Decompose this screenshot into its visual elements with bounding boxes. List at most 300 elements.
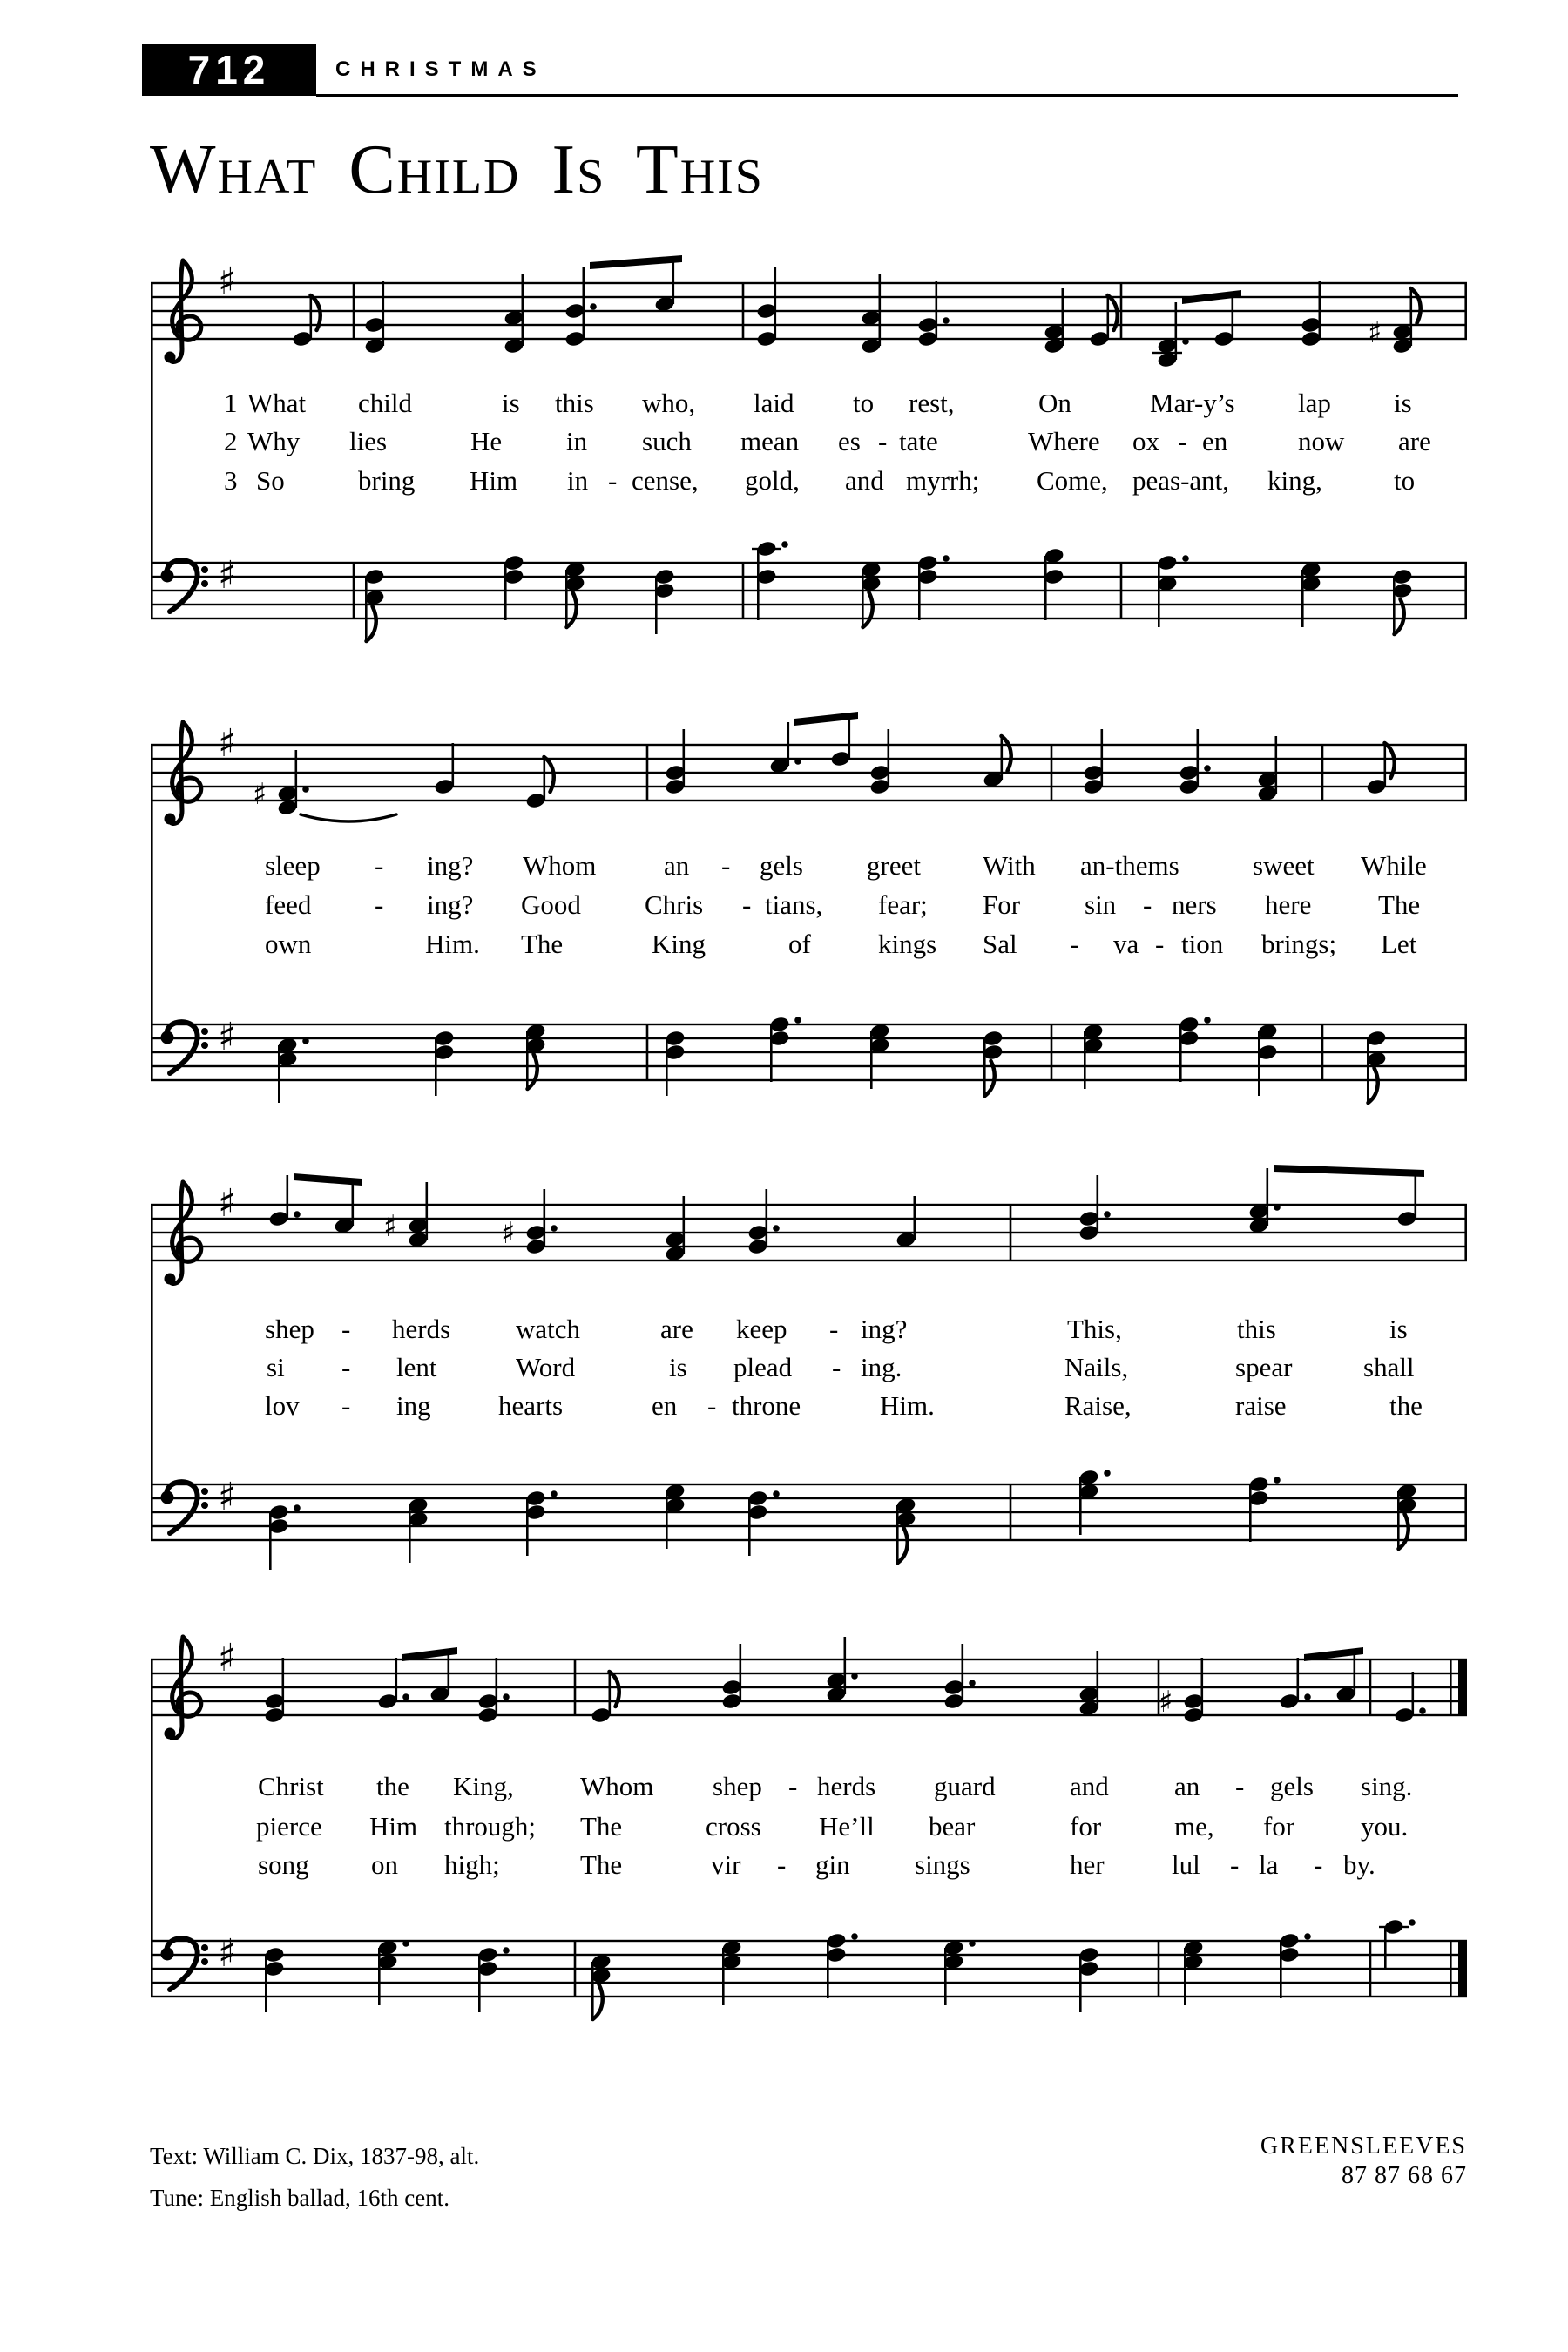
lyric-syllable: - [1230, 1849, 1240, 1880]
notehead [665, 764, 686, 781]
staff-line [151, 1260, 1467, 1261]
lyric-syllable: by. [1343, 1849, 1375, 1880]
eighth-flag [593, 1984, 603, 2019]
augmentation-dot [943, 317, 950, 324]
lyric-syllable: sin [1085, 889, 1117, 920]
notehead [1078, 1224, 1099, 1241]
staff-line [151, 1673, 1467, 1674]
lyric-syllable: who, [642, 388, 696, 418]
augmentation-dot [1104, 1211, 1111, 1218]
lyric-syllable: brings; [1261, 929, 1337, 959]
lyric-syllable: - [721, 850, 731, 881]
key-signature-sharp: ♯ [218, 1931, 237, 1976]
notehead [1366, 778, 1387, 795]
augmentation-dot [1204, 1017, 1211, 1024]
lyric-syllable: en [1202, 426, 1228, 456]
lyric-syllable: Mar-y’s [1150, 388, 1235, 418]
augmentation-dot [943, 555, 950, 562]
lyric-syllable: la [1259, 1849, 1279, 1880]
system-barline [151, 1205, 153, 1540]
lyric-syllable: - [1070, 929, 1079, 959]
lyric-syllable: song [258, 1849, 309, 1880]
verse-number: 2 [224, 426, 238, 456]
staff-line [151, 1968, 1467, 1970]
staff-line [151, 604, 1467, 605]
lyric-syllable: - [742, 889, 752, 920]
barline [1120, 283, 1123, 339]
lyric-syllable: kings [878, 929, 937, 959]
lyric-syllable: gels [1270, 1771, 1314, 1801]
augmentation-dot [1409, 1919, 1416, 1926]
lyric-syllable: Why [247, 426, 301, 456]
lyric-syllable: fear; [878, 889, 928, 920]
staff-line [151, 618, 1467, 619]
lyric-syllable: - [832, 1352, 841, 1382]
eighth-flag [1399, 1514, 1409, 1549]
lyric-syllable: in [566, 426, 588, 456]
lyric-syllable: Him [470, 465, 518, 496]
end-barline [1464, 1024, 1467, 1080]
lyric-syllable: Whom [523, 850, 597, 881]
barline [646, 745, 649, 801]
notehead [869, 778, 890, 795]
lyric-syllable: high; [444, 1849, 500, 1880]
lyric-syllable: her [1070, 1849, 1105, 1880]
lyric-syllable: child [358, 388, 412, 418]
lyric-syllable: this [555, 388, 594, 418]
lyric-syllable: Nails, [1064, 1352, 1129, 1382]
lyric-syllable: What [247, 388, 307, 418]
staff-line [151, 744, 1467, 746]
staff-line [151, 758, 1467, 760]
lyric-syllable: bear [929, 1811, 976, 1842]
lyric-syllable: tians, [765, 889, 823, 920]
lyric-syllable: tion [1181, 929, 1224, 959]
end-barline [1464, 563, 1467, 618]
augmentation-dot [1419, 1707, 1426, 1714]
barline [1369, 1659, 1372, 1715]
notehead [1083, 764, 1104, 781]
notehead [1179, 778, 1200, 795]
lyric-syllable: - [341, 1390, 351, 1421]
lyric-syllable: herds [392, 1314, 451, 1344]
lyric-syllable: herds [817, 1771, 876, 1801]
staff-line [151, 1037, 1467, 1039]
lyric-syllable: cross [706, 1811, 761, 1842]
lyric-syllable: - [608, 465, 618, 496]
lyric-syllable: plead [733, 1352, 793, 1382]
augmentation-dot [1204, 765, 1211, 772]
key-signature-sharp: ♯ [218, 1475, 237, 1519]
notehead [1279, 1693, 1300, 1710]
lyric-syllable: He [470, 426, 503, 456]
lyric-syllable: The [521, 929, 564, 959]
lyric-syllable: Good [521, 889, 581, 920]
key-signature-sharp: ♯ [218, 721, 237, 766]
lyric-syllable: This, [1067, 1314, 1122, 1344]
barline [1120, 563, 1123, 618]
notehead [1394, 1707, 1415, 1724]
lyric-syllable: shep [713, 1771, 762, 1801]
lyric-syllable: tate [899, 426, 938, 456]
barline [1010, 1484, 1012, 1540]
sharp-accidental: ♯ [383, 1209, 398, 1244]
notehead [477, 1693, 498, 1710]
lyric-syllable: - [788, 1771, 798, 1801]
end-barline [1464, 1205, 1467, 1260]
augmentation-dot [851, 1673, 858, 1680]
augmentation-dot [794, 758, 801, 765]
lyric-syllable: ing [396, 1390, 431, 1421]
augmentation-dot [1182, 338, 1189, 345]
lyric-syllable: So [256, 465, 285, 496]
lyric-syllable: vir [711, 1849, 741, 1880]
notehead [756, 302, 777, 320]
notehead [917, 316, 938, 334]
lyric-syllable: are [1398, 426, 1431, 456]
lyric-syllable: is [502, 388, 520, 418]
notehead [943, 1693, 964, 1710]
hymn-title: What Child Is This [150, 132, 764, 208]
lyric-syllable: is [1394, 388, 1412, 418]
lyric-syllable: lov [265, 1390, 300, 1421]
lyric-syllable: me, [1174, 1811, 1214, 1842]
notehead [1083, 778, 1104, 795]
lyric-syllable: - [1235, 1771, 1245, 1801]
lyric-syllable: this [1237, 1314, 1276, 1344]
key-signature-sharp: ♯ [218, 1636, 237, 1680]
eighth-flag [1002, 736, 1011, 771]
lyric-syllable: Whom [580, 1771, 654, 1801]
lyric-syllable: - [1155, 929, 1165, 959]
barline [353, 283, 355, 339]
lyric-syllable: own [265, 929, 312, 959]
barline [742, 283, 745, 339]
augmentation-dot [794, 1017, 801, 1024]
notehead [1396, 1210, 1417, 1227]
lyric-syllable: With [983, 850, 1036, 881]
meter: 87 87 68 67 [1342, 2162, 1467, 2189]
notehead [525, 1238, 546, 1255]
lyric-syllable: here [1265, 889, 1312, 920]
lyric-syllable: and [845, 465, 884, 496]
augmentation-dot [1104, 1470, 1111, 1477]
lyric-syllable: on [371, 1849, 398, 1880]
lyric-syllable: - [1143, 889, 1152, 920]
lyric-syllable: the [1389, 1390, 1423, 1421]
lyric-syllable: The [580, 1811, 623, 1842]
lyric-syllable: gin [815, 1849, 850, 1880]
lyric-syllable: es [838, 426, 861, 456]
lyric-syllable: Where [1028, 426, 1100, 456]
lyric-syllable: myrrh; [906, 465, 980, 496]
lyric-syllable: The [580, 1849, 623, 1880]
lyric-syllable: gold, [745, 465, 800, 496]
augmentation-dot [402, 1940, 409, 1947]
staff-line [151, 1511, 1467, 1513]
final-barline-thick [1458, 1941, 1467, 1997]
eighth-flag [863, 592, 873, 627]
staff-line [151, 1204, 1467, 1206]
augmentation-dot [773, 1490, 780, 1497]
lyric-syllable: bring [358, 465, 416, 496]
notehead [477, 1707, 498, 1724]
tie [301, 814, 396, 821]
barline [1369, 1941, 1372, 1997]
lyric-syllable: watch [516, 1314, 581, 1344]
lyric-syllable: Word [516, 1352, 576, 1382]
augmentation-dot [551, 1490, 558, 1497]
augmentation-dot [851, 1933, 858, 1940]
lyric-syllable: lul [1172, 1849, 1200, 1880]
key-signature-sharp: ♯ [218, 553, 237, 598]
notehead [1179, 764, 1200, 781]
lyric-syllable: Christ [258, 1771, 324, 1801]
lyric-syllable: ing? [861, 1314, 908, 1344]
augmentation-dot [1274, 1204, 1281, 1211]
augmentation-dot [1182, 555, 1189, 562]
lyric-syllable: The [1378, 889, 1421, 920]
lyric-syllable: - [341, 1352, 351, 1382]
barline [1051, 745, 1053, 801]
notehead [721, 1679, 742, 1696]
lyric-syllable: King [652, 929, 706, 959]
notehead [1213, 330, 1234, 348]
final-barline-thick [1458, 1659, 1467, 1715]
notehead [1301, 330, 1321, 348]
key-signature-sharp: ♯ [218, 260, 237, 304]
lyric-syllable: shep [265, 1314, 314, 1344]
lyric-syllable: and [1070, 1771, 1109, 1801]
notehead [1078, 1210, 1099, 1227]
barline [1321, 1024, 1324, 1080]
staff-line [151, 1079, 1467, 1081]
lyric-syllable: through; [444, 1811, 537, 1842]
key-signature-sharp: ♯ [218, 1181, 237, 1226]
lyric-syllable: sweet [1253, 850, 1315, 881]
augmentation-dot [402, 1693, 409, 1700]
barline [353, 563, 355, 618]
staff-line [151, 1996, 1467, 1997]
notehead [264, 1707, 285, 1724]
eighth-flag [1411, 288, 1421, 323]
lyric-syllable: Let [1381, 929, 1417, 959]
notehead [564, 330, 585, 348]
tune-credit: Tune: English ballad, 16th cent. [150, 2185, 449, 2211]
augmentation-dot [294, 1504, 301, 1511]
notehead [869, 764, 890, 781]
lyric-syllable: now [1298, 426, 1345, 456]
lyric-syllable: lies [349, 426, 388, 456]
lyric-syllable: to [1394, 465, 1416, 496]
lyric-syllable: for [1070, 1811, 1102, 1842]
lyric-syllable: throne [732, 1390, 801, 1421]
lyric-syllable: sings [915, 1849, 970, 1880]
lyric-syllable: - [341, 1314, 351, 1344]
lyric-syllable: Raise, [1064, 1390, 1132, 1421]
augmentation-dot [294, 1211, 301, 1218]
staff-line [151, 310, 1467, 312]
lyric-syllable: Him. [425, 929, 480, 959]
notehead [1183, 1693, 1204, 1710]
notehead [525, 792, 546, 809]
augmentation-dot [1274, 1477, 1281, 1484]
staff-line [151, 1714, 1467, 1716]
staff-line [151, 1659, 1467, 1660]
staff-line [151, 800, 1467, 801]
lyric-syllable: such [642, 426, 692, 456]
notehead [830, 750, 851, 767]
staff-line [151, 338, 1467, 340]
augmentation-dot [590, 303, 597, 310]
verse-number: 1 [224, 388, 238, 418]
lyric-syllable: rest, [909, 388, 955, 418]
eighth-flag [567, 592, 577, 627]
notehead [292, 330, 313, 348]
lyric-syllable: - [707, 1390, 717, 1421]
notehead [264, 1693, 285, 1710]
lyric-syllable: - [1178, 426, 1187, 456]
notehead [665, 778, 686, 795]
sharp-accidental: ♯ [253, 777, 267, 812]
notehead [1301, 316, 1321, 334]
lyric-syllable: - [375, 850, 384, 881]
lyric-syllable: peas-ant, [1132, 465, 1230, 496]
staff-line [151, 590, 1467, 591]
lyric-syllable: ing? [427, 889, 474, 920]
system-barline [151, 283, 153, 618]
lyric-syllable: an [664, 850, 690, 881]
augmentation-dot [1304, 1693, 1311, 1700]
barline [742, 563, 745, 618]
staff-line [151, 1982, 1467, 1984]
eighth-flag [898, 1528, 908, 1563]
beam [294, 1173, 362, 1186]
lyric-syllable: Chris [645, 889, 704, 920]
augmentation-dot [503, 1693, 510, 1700]
staff-line [151, 296, 1467, 298]
barline [1051, 1024, 1053, 1080]
barline [1010, 1205, 1012, 1260]
lyric-syllable: Come, [1037, 465, 1108, 496]
lyric-syllable: to [853, 388, 875, 418]
lyric-syllable: shall [1363, 1352, 1415, 1382]
notehead [377, 1693, 398, 1710]
lyric-syllable: - [829, 1314, 839, 1344]
lyric-syllable: On [1038, 388, 1071, 418]
system-barline [151, 745, 153, 1080]
lyric-syllable: ners [1172, 889, 1217, 920]
barline [646, 1024, 649, 1080]
lyric-syllable: Sal [983, 929, 1017, 959]
lyric-syllable: - [375, 889, 384, 920]
augmentation-dot [551, 1225, 558, 1232]
beam [590, 255, 682, 269]
notehead [747, 1224, 768, 1241]
eighth-flag [528, 1054, 537, 1089]
lyric-syllable: ing. [861, 1352, 902, 1382]
lyric-syllable: for [1263, 1811, 1295, 1842]
category-label: CHRISTMAS [335, 57, 546, 81]
lyric-syllable: While [1361, 850, 1427, 881]
lyric-syllable: are [660, 1314, 693, 1344]
staff-line [151, 1232, 1467, 1233]
staff-line [151, 282, 1467, 284]
lyric-syllable: king, [1267, 465, 1322, 496]
hymn-number: 712 [187, 47, 271, 92]
lyric-syllable: hearts [498, 1390, 564, 1421]
end-barline [1464, 1484, 1467, 1540]
staff-line [151, 1246, 1467, 1247]
barline [574, 1659, 577, 1715]
lyric-syllable: lent [396, 1352, 437, 1382]
augmentation-dot [302, 1037, 309, 1044]
barline [1158, 1941, 1160, 1997]
staff-line [151, 1539, 1467, 1541]
lyric-syllable: an [1174, 1771, 1200, 1801]
lyric-syllable: mean [740, 426, 800, 456]
lyric-syllable: gels [760, 850, 803, 881]
lyric-syllable: - [1314, 1849, 1323, 1880]
lyric-syllable: - [777, 1849, 787, 1880]
lyric-syllable: spear [1235, 1352, 1293, 1382]
notehead [721, 1693, 742, 1710]
notehead [525, 1224, 546, 1241]
notehead [591, 1707, 612, 1724]
augmentation-dot [781, 541, 788, 548]
verse-number: 3 [224, 465, 238, 496]
tune-name: GREENSLEEVES [1260, 2132, 1467, 2159]
end-barline [1464, 745, 1467, 801]
lyric-syllable: feed [265, 889, 312, 920]
beam [1274, 1165, 1424, 1177]
staff-line [151, 1700, 1467, 1702]
eighth-flag [367, 606, 376, 641]
notehead [747, 1238, 768, 1255]
notehead [564, 302, 585, 320]
staff-line [151, 576, 1467, 578]
lyric-syllable: ox [1132, 426, 1159, 456]
lyric-syllable: sing. [1361, 1771, 1413, 1801]
notehead [1183, 1707, 1204, 1724]
augmentation-dot [503, 1947, 510, 1954]
lyric-syllable: Him. [880, 1390, 935, 1421]
lyric-syllable: raise [1235, 1390, 1287, 1421]
staff-line [151, 562, 1467, 564]
augmentation-dot [1304, 1933, 1311, 1940]
lyric-syllable: cense, [632, 465, 699, 496]
lyric-syllable: laid [754, 388, 794, 418]
barline [1321, 745, 1324, 801]
notehead [268, 1210, 289, 1227]
sharp-accidental: ♯ [1368, 315, 1382, 350]
key-signature-sharp: ♯ [218, 1015, 237, 1059]
notehead [917, 330, 938, 348]
lyric-syllable: King, [453, 1771, 514, 1801]
lyric-syllable: ing? [427, 850, 474, 881]
augmentation-dot [969, 1940, 976, 1947]
text-credit: Text: William C. Dix, 1837-98, alt. [150, 2143, 480, 2169]
sharp-accidental: ♯ [501, 1216, 516, 1251]
notehead [1089, 330, 1110, 348]
notehead [756, 330, 777, 348]
staff-line [151, 1497, 1467, 1499]
lyric-syllable: guard [934, 1771, 996, 1801]
lyric-syllable: is [669, 1352, 687, 1382]
notehead [434, 778, 455, 795]
lyric-syllable: For [983, 889, 1021, 920]
lyric-syllable: sleep [265, 850, 321, 881]
